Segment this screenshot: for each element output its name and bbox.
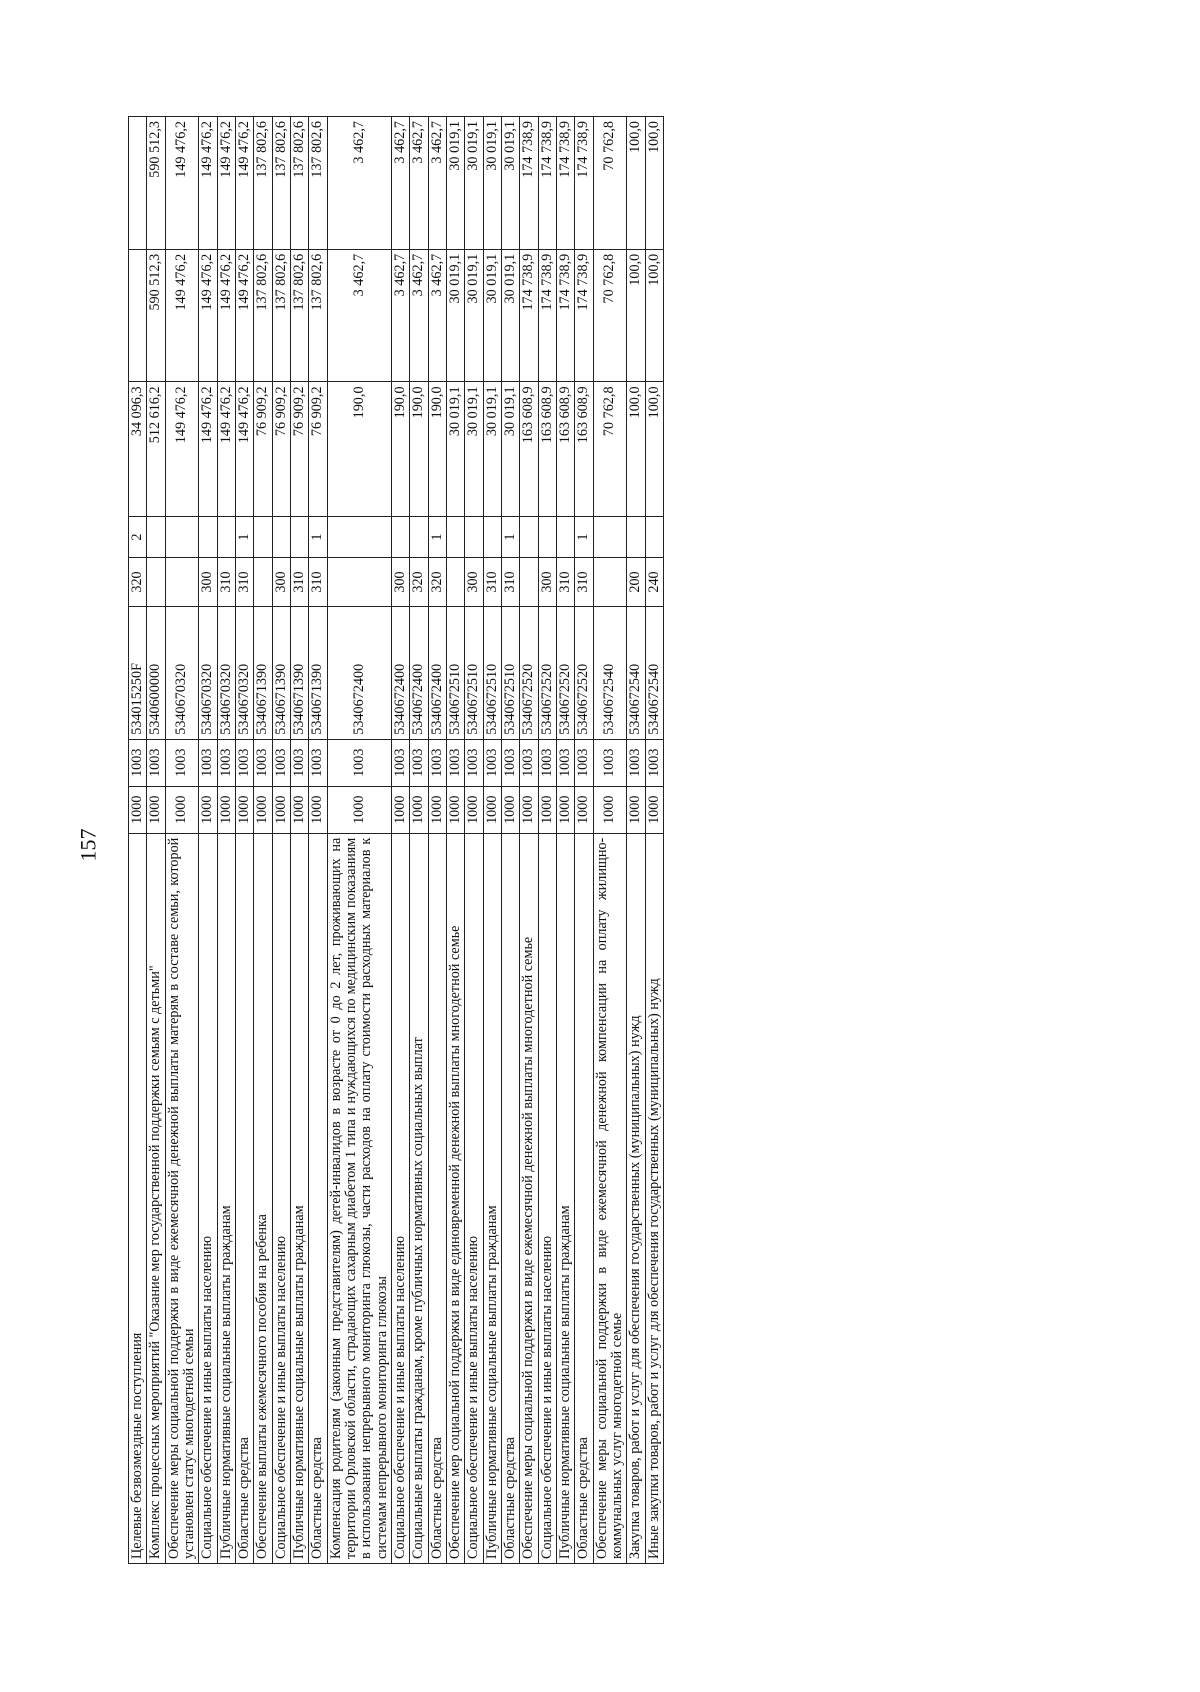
section-code-cell: 1000: [483, 786, 501, 833]
expense-type-cell: 300: [199, 557, 217, 606]
amount-year1-cell: 30 019,1: [483, 382, 501, 517]
subsection-code-cell: 1003: [465, 739, 483, 786]
amount-year2-cell: 137 802,6: [309, 249, 327, 382]
amount-year1-cell: 190,0: [391, 382, 409, 517]
amount-year1-cell: 100,0: [627, 382, 645, 517]
table-row: [645, 117, 663, 1564]
row-name-cell: Социальное обеспечение и иные выплаты населению: [199, 833, 217, 1563]
expense-type-cell: 320: [129, 557, 147, 606]
expense-type-cell: [520, 557, 538, 606]
target-article-cell: 5340670320: [217, 607, 235, 740]
expense-type-cell: 310: [483, 557, 501, 606]
row-name-cell: Социальное обеспечение и иные выплаты населению: [272, 833, 290, 1563]
subsection-code-cell: 1003: [627, 739, 645, 786]
row-name-cell: Обеспечение меры социальной поддержки в виде ежемесячной денежной выплаты матерям в составе семьи, которой установлен статус многодетной семьи: [165, 833, 199, 1563]
funding-source-cell: 1: [575, 517, 593, 558]
target-article-cell: 5340672400: [428, 607, 446, 740]
amount-year2-cell: 30 019,1: [465, 249, 483, 382]
row-name-cell: Областные средства: [235, 833, 253, 1563]
section-code-cell: 1000: [428, 786, 446, 833]
amount-year1-cell: 30 019,1: [446, 382, 464, 517]
amount-year3-cell: 70 762,8: [593, 117, 627, 250]
amount-year2-cell: 137 802,6: [290, 249, 308, 382]
target-article-cell: 5340672520: [556, 607, 574, 740]
target-article-cell: 5340670320: [199, 607, 217, 740]
expense-type-cell: 310: [575, 557, 593, 606]
expense-type-cell: 200: [627, 557, 645, 606]
amount-year1-cell: 149 476,2: [217, 382, 235, 517]
section-code-cell: 1000: [446, 786, 464, 833]
funding-source-cell: 1: [309, 517, 327, 558]
funding-source-cell: [327, 517, 391, 558]
section-code-cell: 1000: [129, 786, 147, 833]
target-article-cell: 5340600000: [147, 607, 165, 740]
table-row: [575, 117, 593, 1564]
target-article-cell: 5340672520: [575, 607, 593, 740]
amount-year1-cell: 149 476,2: [165, 382, 199, 517]
funding-source-cell: [199, 517, 217, 558]
budget-table-body: [129, 117, 664, 1564]
subsection-code-cell: 1003: [327, 739, 391, 786]
funding-source-cell: [593, 517, 627, 558]
funding-source-cell: [410, 517, 428, 558]
subsection-code-cell: 1003: [520, 739, 538, 786]
subsection-code-cell: 1003: [129, 739, 147, 786]
section-code-cell: 1000: [165, 786, 199, 833]
table-row: [501, 117, 519, 1564]
subsection-code-cell: 1003: [217, 739, 235, 786]
section-code-cell: 1000: [199, 786, 217, 833]
amount-year1-cell: 30 019,1: [501, 382, 519, 517]
section-code-cell: 1000: [501, 786, 519, 833]
table-row: [446, 117, 464, 1564]
table-row: [129, 117, 147, 1564]
table-row: [538, 117, 556, 1564]
subsection-code-cell: 1003: [538, 739, 556, 786]
target-article-cell: 5340672520: [538, 607, 556, 740]
amount-year1-cell: 190,0: [410, 382, 428, 517]
section-code-cell: 1000: [217, 786, 235, 833]
amount-year1-cell: 76 909,2: [309, 382, 327, 517]
subsection-code-cell: 1003: [501, 739, 519, 786]
amount-year2-cell: 100,0: [645, 249, 663, 382]
table-row: [199, 117, 217, 1564]
subsection-code-cell: 1003: [391, 739, 409, 786]
row-name-cell: Компенсация родителям (законным представителям) детей-инвалидов в возрасте от 0 до 2 лет, проживающих на территории Орловской области, страдающих сахарным диабетом 1 типа и нуждающихся по медицинским показаниям в использовании непрерывного мониторинга глюкозы, части расходов на оплату стоимости расходных материалов к системам непрерывного мониторинга глюкозы: [327, 833, 391, 1563]
amount-year1-cell: 163 608,9: [538, 382, 556, 517]
expense-type-cell: 300: [538, 557, 556, 606]
section-code-cell: 1000: [593, 786, 627, 833]
funding-source-cell: [483, 517, 501, 558]
amount-year3-cell: 3 462,7: [428, 117, 446, 250]
amount-year3-cell: 137 802,6: [309, 117, 327, 250]
expense-type-cell: 310: [217, 557, 235, 606]
table-row: [147, 117, 165, 1564]
subsection-code-cell: 1003: [410, 739, 428, 786]
row-name-cell: Комплекс процессных мероприятий "Оказание мер государственной поддержки семьям с детьми": [147, 833, 165, 1563]
subsection-code-cell: 1003: [593, 739, 627, 786]
section-code-cell: 1000: [254, 786, 272, 833]
amount-year2-cell: 174 738,9: [575, 249, 593, 382]
row-name-cell: Социальное обеспечение и иные выплаты населению: [538, 833, 556, 1563]
row-name-cell: Областные средства: [501, 833, 519, 1563]
subsection-code-cell: 1003: [147, 739, 165, 786]
amount-year3-cell: 30 019,1: [483, 117, 501, 250]
table-row: [391, 117, 409, 1564]
table-row: [217, 117, 235, 1564]
section-code-cell: 1000: [556, 786, 574, 833]
table-row: [290, 117, 308, 1564]
section-code-cell: 1000: [290, 786, 308, 833]
row-name-cell: Социальное обеспечение и иные выплаты населению: [465, 833, 483, 1563]
subsection-code-cell: 1003: [645, 739, 663, 786]
row-name-cell: Обеспечение меры социальной поддержки в виде ежемесячной денежной компенсации на оплату жилищно-коммунальных услуг многодетной семье: [593, 833, 627, 1563]
amount-year3-cell: 3 462,7: [410, 117, 428, 250]
funding-source-cell: 1: [501, 517, 519, 558]
subsection-code-cell: 1003: [556, 739, 574, 786]
amount-year1-cell: 34 096,3: [129, 382, 147, 517]
expense-type-cell: 310: [309, 557, 327, 606]
amount-year3-cell: 149 476,2: [235, 117, 253, 250]
section-code-cell: 1000: [272, 786, 290, 833]
expense-type-cell: [165, 557, 199, 606]
amount-year2-cell: 70 762,8: [593, 249, 627, 382]
expense-type-cell: 310: [556, 557, 574, 606]
amount-year2-cell: 30 019,1: [446, 249, 464, 382]
target-article-cell: 5340672540: [627, 607, 645, 740]
row-name-cell: Закупка товаров, работ и услуг для обеспечения государственных (муниципальных) нужд: [627, 833, 645, 1563]
subsection-code-cell: 1003: [235, 739, 253, 786]
expense-type-cell: 240: [645, 557, 663, 606]
amount-year3-cell: 30 019,1: [446, 117, 464, 250]
amount-year2-cell: 149 476,2: [217, 249, 235, 382]
funding-source-cell: 1: [235, 517, 253, 558]
amount-year3-cell: 137 802,6: [290, 117, 308, 250]
target-article-cell: 5340671390: [272, 607, 290, 740]
target-article-cell: 5340670320: [235, 607, 253, 740]
target-article-cell: 534015250F: [129, 607, 147, 740]
table-row: [483, 117, 501, 1564]
target-article-cell: 5340672400: [327, 607, 391, 740]
amount-year2-cell: 174 738,9: [538, 249, 556, 382]
amount-year1-cell: 30 019,1: [465, 382, 483, 517]
funding-source-cell: [556, 517, 574, 558]
amount-year3-cell: 174 738,9: [538, 117, 556, 250]
target-article-cell: 5340672540: [645, 607, 663, 740]
funding-source-cell: [446, 517, 464, 558]
target-article-cell: 5340672510: [501, 607, 519, 740]
funding-source-cell: [627, 517, 645, 558]
subsection-code-cell: 1003: [165, 739, 199, 786]
expense-type-cell: [593, 557, 627, 606]
section-code-cell: 1000: [410, 786, 428, 833]
funding-source-cell: 2: [129, 517, 147, 558]
amount-year3-cell: 174 738,9: [575, 117, 593, 250]
budget-table: [128, 116, 664, 1564]
amount-year2-cell: 149 476,2: [165, 249, 199, 382]
amount-year3-cell: 174 738,9: [556, 117, 574, 250]
row-name-cell: Иные закупки товаров, работ и услуг для обеспечения государственных (муниципальных) нужд: [645, 833, 663, 1563]
section-code-cell: 1000: [327, 786, 391, 833]
funding-source-cell: [290, 517, 308, 558]
row-name-cell: Обеспечение мер социальной поддержки в виде единовременной денежной выплаты многодетной семье: [446, 833, 464, 1563]
target-article-cell: 5340672520: [520, 607, 538, 740]
amount-year3-cell: 3 462,7: [327, 117, 391, 250]
subsection-code-cell: 1003: [290, 739, 308, 786]
row-name-cell: Социальное обеспечение и иные выплаты населению: [391, 833, 409, 1563]
funding-source-cell: [538, 517, 556, 558]
funding-source-cell: [165, 517, 199, 558]
amount-year3-cell: 100,0: [627, 117, 645, 250]
expense-type-cell: 320: [410, 557, 428, 606]
section-code-cell: 1000: [147, 786, 165, 833]
amount-year2-cell: 590 512,3: [147, 249, 165, 382]
amount-year3-cell: 590 512,3: [147, 117, 165, 250]
row-name-cell: Целевые безвозмездные поступления: [129, 833, 147, 1563]
row-name-cell: Публичные нормативные социальные выплаты гражданам: [483, 833, 501, 1563]
amount-year2-cell: 100,0: [627, 249, 645, 382]
expense-type-cell: [147, 557, 165, 606]
target-article-cell: 5340671390: [254, 607, 272, 740]
expense-type-cell: 320: [428, 557, 446, 606]
funding-source-cell: [147, 517, 165, 558]
expense-type-cell: 310: [235, 557, 253, 606]
table-row: [272, 117, 290, 1564]
expense-type-cell: 300: [272, 557, 290, 606]
target-article-cell: 5340671390: [309, 607, 327, 740]
table-row: [165, 117, 199, 1564]
rotated-table-frame: [128, 116, 1108, 1564]
row-name-cell: Публичные нормативные социальные выплаты гражданам: [556, 833, 574, 1563]
amount-year3-cell: 149 476,2: [217, 117, 235, 250]
amount-year1-cell: 190,0: [327, 382, 391, 517]
section-code-cell: 1000: [538, 786, 556, 833]
target-article-cell: 5340672400: [391, 607, 409, 740]
expense-type-cell: [446, 557, 464, 606]
funding-source-cell: [645, 517, 663, 558]
amount-year3-cell: 149 476,2: [165, 117, 199, 250]
amount-year3-cell: 137 802,6: [272, 117, 290, 250]
row-name-cell: Обеспечение меры социальной поддержки в виде ежемесячной денежной выплаты многодетной семье: [520, 833, 538, 1563]
table-row: [235, 117, 253, 1564]
amount-year1-cell: 163 608,9: [520, 382, 538, 517]
expense-type-cell: 300: [391, 557, 409, 606]
section-code-cell: 1000: [645, 786, 663, 833]
funding-source-cell: [465, 517, 483, 558]
table-row: [627, 117, 645, 1564]
amount-year1-cell: 512 616,2: [147, 382, 165, 517]
amount-year1-cell: 76 909,2: [290, 382, 308, 517]
funding-source-cell: [520, 517, 538, 558]
amount-year1-cell: 190,0: [428, 382, 446, 517]
target-article-cell: 5340672540: [593, 607, 627, 740]
funding-source-cell: [217, 517, 235, 558]
target-article-cell: 5340672510: [465, 607, 483, 740]
target-article-cell: 5340670320: [165, 607, 199, 740]
amount-year2-cell: [129, 249, 147, 382]
amount-year1-cell: 149 476,2: [235, 382, 253, 517]
row-name-cell: Областные средства: [309, 833, 327, 1563]
amount-year3-cell: 30 019,1: [465, 117, 483, 250]
section-code-cell: 1000: [575, 786, 593, 833]
section-code-cell: 1000: [465, 786, 483, 833]
row-name-cell: Обеспечение выплаты ежемесячного пособия на ребенка: [254, 833, 272, 1563]
amount-year1-cell: 70 762,8: [593, 382, 627, 517]
table-row: [465, 117, 483, 1564]
row-name-cell: Публичные нормативные социальные выплаты гражданам: [217, 833, 235, 1563]
subsection-code-cell: 1003: [446, 739, 464, 786]
amount-year1-cell: 76 909,2: [272, 382, 290, 517]
page-number: 157: [75, 828, 101, 862]
amount-year3-cell: 137 802,6: [254, 117, 272, 250]
target-article-cell: 5340672510: [446, 607, 464, 740]
table-row: [556, 117, 574, 1564]
subsection-code-cell: 1003: [272, 739, 290, 786]
expense-type-cell: 310: [501, 557, 519, 606]
table-row: [428, 117, 446, 1564]
amount-year2-cell: 3 462,7: [391, 249, 409, 382]
subsection-code-cell: 1003: [575, 739, 593, 786]
amount-year2-cell: 174 738,9: [520, 249, 538, 382]
subsection-code-cell: 1003: [254, 739, 272, 786]
section-code-cell: 1000: [520, 786, 538, 833]
amount-year3-cell: 149 476,2: [199, 117, 217, 250]
target-article-cell: 5340671390: [290, 607, 308, 740]
row-name-cell: Областные средства: [575, 833, 593, 1563]
expense-type-cell: [254, 557, 272, 606]
amount-year2-cell: 3 462,7: [410, 249, 428, 382]
funding-source-cell: 1: [428, 517, 446, 558]
section-code-cell: 1000: [627, 786, 645, 833]
subsection-code-cell: 1003: [309, 739, 327, 786]
funding-source-cell: [254, 517, 272, 558]
subsection-code-cell: 1003: [199, 739, 217, 786]
amount-year2-cell: 174 738,9: [556, 249, 574, 382]
table-row: [309, 117, 327, 1564]
table-row: [254, 117, 272, 1564]
amount-year2-cell: 3 462,7: [428, 249, 446, 382]
row-name-cell: Областные средства: [428, 833, 446, 1563]
funding-source-cell: [272, 517, 290, 558]
table-row: [327, 117, 391, 1564]
amount-year3-cell: [129, 117, 147, 250]
amount-year3-cell: 30 019,1: [501, 117, 519, 250]
expense-type-cell: 300: [465, 557, 483, 606]
table-row: [520, 117, 538, 1564]
amount-year1-cell: 76 909,2: [254, 382, 272, 517]
amount-year3-cell: 3 462,7: [391, 117, 409, 250]
amount-year2-cell: 137 802,6: [272, 249, 290, 382]
amount-year2-cell: 149 476,2: [235, 249, 253, 382]
section-code-cell: 1000: [235, 786, 253, 833]
target-article-cell: 5340672400: [410, 607, 428, 740]
target-article-cell: 5340672510: [483, 607, 501, 740]
row-name-cell: Публичные нормативные социальные выплаты гражданам: [290, 833, 308, 1563]
expense-type-cell: [327, 557, 391, 606]
table-container: [128, 116, 1200, 1559]
amount-year2-cell: 30 019,1: [483, 249, 501, 382]
amount-year2-cell: 137 802,6: [254, 249, 272, 382]
section-code-cell: 1000: [309, 786, 327, 833]
funding-source-cell: [391, 517, 409, 558]
amount-year1-cell: 149 476,2: [199, 382, 217, 517]
section-code-cell: 1000: [391, 786, 409, 833]
table-row: [410, 117, 428, 1564]
amount-year1-cell: 163 608,9: [556, 382, 574, 517]
subsection-code-cell: 1003: [483, 739, 501, 786]
amount-year3-cell: 100,0: [645, 117, 663, 250]
amount-year1-cell: 100,0: [645, 382, 663, 517]
table-row: [593, 117, 627, 1564]
amount-year2-cell: 30 019,1: [501, 249, 519, 382]
amount-year1-cell: 163 608,9: [575, 382, 593, 517]
amount-year2-cell: 149 476,2: [199, 249, 217, 382]
subsection-code-cell: 1003: [428, 739, 446, 786]
amount-year3-cell: 174 738,9: [520, 117, 538, 250]
expense-type-cell: 310: [290, 557, 308, 606]
amount-year2-cell: 3 462,7: [327, 249, 391, 382]
row-name-cell: Социальные выплаты гражданам, кроме публичных нормативных социальных выплат: [410, 833, 428, 1563]
